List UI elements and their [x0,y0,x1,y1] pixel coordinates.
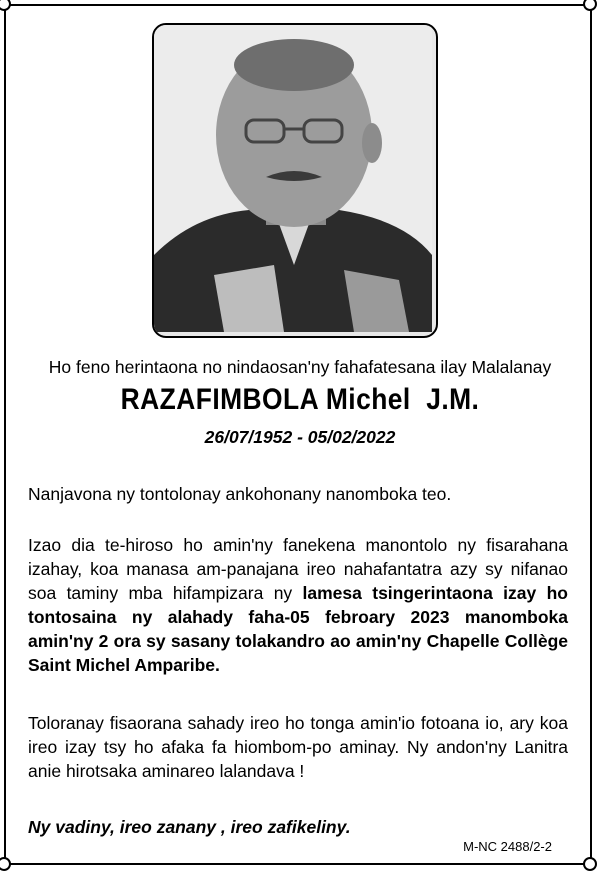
reference-code: M-NC 2488/2-2 [463,839,552,854]
deceased-name: RAZAFIMBOLA Michel J.M. [120,383,480,416]
family-signature: Ny vadiny, ireo zanany , ireo zafikeliny. [28,817,351,837]
paragraph-3: Toloranay fisaorana sahady ireo ho tonga amin'io fotoana io, ary koa ireo izay tsy ho afaka fa hiombom-po aminay. Ny andon'ny Lanitra anie hirotsaka aminareo lalandava ! [28,713,568,781]
portrait-photo [152,23,438,338]
paragraph-2-bold-text: lamesa tsingerintaona izay ho tontosaina ny alahady faha-05 febroary 2023 manomboka amin'ny 2 ora sy sasany tolakandro ao amin'ny Chapelle Collège Saint Michel Amparibe. [28,583,568,675]
frame-corner-ornament [583,857,597,871]
paragraph-2-text: Izao dia te-hiroso ho amin'ny fanekena manontolo ny fisarahana izahay, koa manasa am-panajana ireo nahafantatra azy sy nifanao soa taminy mba hifampizara ny [28,535,568,603]
life-dates: 26/07/1952 - 05/02/2022 [204,427,396,447]
intro-line: Ho feno herintaona no nindaosan'ny fahafatesana ilay Malalanay [48,357,552,377]
paragraph-1: Nanjavona ny tontolonay ankohonany nanomboka teo. [28,484,452,504]
paragraph-2 [28,533,568,677]
frame-corner-ornament [0,857,11,871]
frame-corner-ornament [583,0,597,11]
